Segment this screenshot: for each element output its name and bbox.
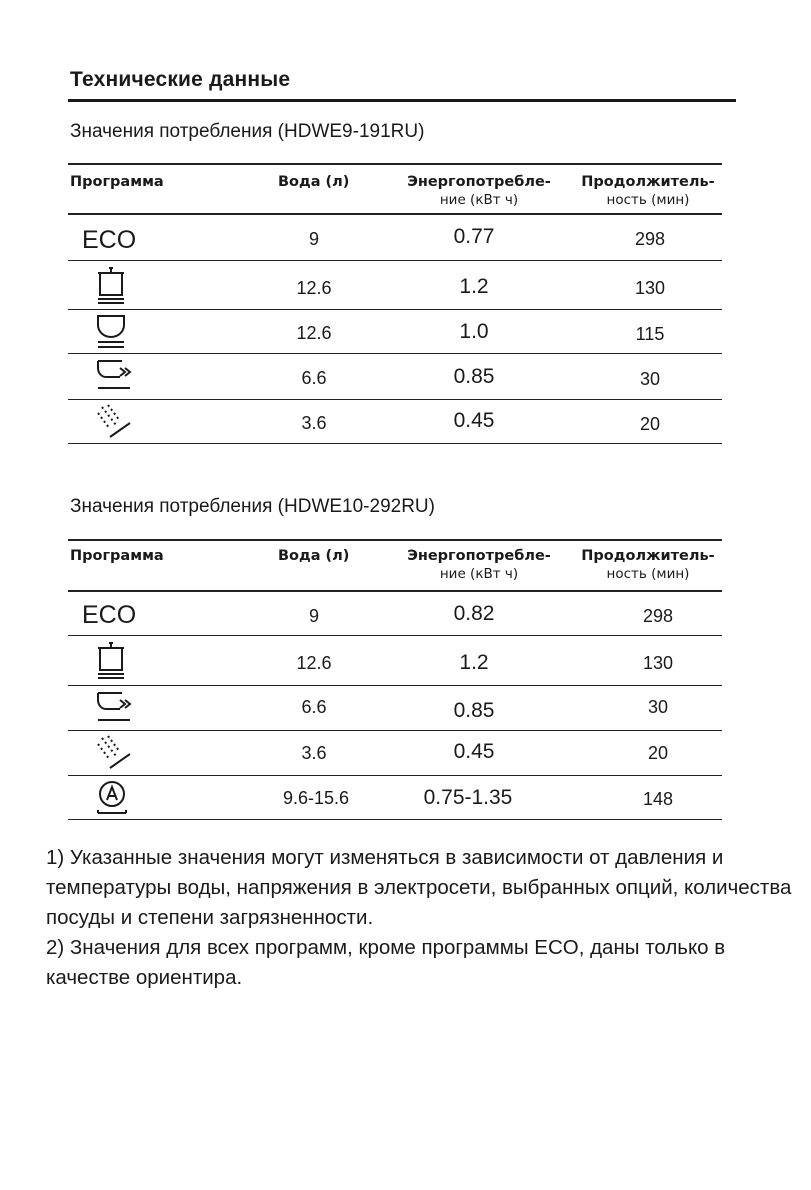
energy-value: 1.0	[459, 320, 489, 343]
water-value: 9.6-15.6	[282, 788, 350, 808]
energy-value: 0.75-1.35	[423, 786, 513, 809]
row-rule	[68, 635, 722, 636]
quick-wash-icon	[90, 688, 140, 728]
duration-value: 115	[635, 324, 665, 344]
header-program: Программа	[70, 548, 164, 564]
table-top-rule	[68, 163, 722, 165]
duration-value: 20	[647, 743, 669, 763]
consumption-table-2	[68, 539, 722, 821]
water-value: 12.6	[296, 653, 332, 673]
header-duration: Продолжитель- ность (мин)	[581, 548, 715, 582]
row-rule	[68, 775, 722, 776]
energy-value: 1.2	[459, 651, 489, 674]
water-value: 12.6	[296, 323, 332, 343]
footnote-1: 1) Указанные значения могут изменяться в зависимости от давления и температуры воды, напряжения в электросети, выбранных опций, количества посуды и степени загрязненности.	[46, 846, 792, 929]
energy-value: 0.77	[453, 225, 495, 248]
header-water: Вода (л)	[278, 174, 350, 190]
quick-wash-icon	[90, 356, 140, 396]
row-rule	[68, 685, 722, 686]
consumption-table-1	[68, 163, 722, 445]
header-water: Вода (л)	[278, 548, 350, 564]
bowl-icon	[90, 311, 140, 351]
energy-value: 0.82	[453, 602, 495, 625]
spray-icon	[90, 732, 140, 772]
table-bottom-rule	[68, 443, 722, 444]
header-program: Программа	[70, 174, 164, 190]
row-rule	[68, 730, 722, 731]
duration-value: 298	[642, 606, 674, 626]
water-value: 6.6	[301, 368, 327, 388]
duration-value: 130	[634, 278, 666, 298]
duration-value: 20	[639, 414, 661, 434]
pot-icon	[90, 265, 140, 305]
page-title: Технические данные	[70, 68, 291, 91]
energy-value: 0.85	[453, 699, 495, 722]
energy-value: 0.85	[453, 365, 495, 388]
water-value: 9	[308, 606, 320, 626]
title-rule	[68, 99, 736, 102]
header-energy: Энергопотребле- ние (кВт ч)	[407, 174, 551, 208]
row-rule	[68, 260, 722, 261]
footnotes	[46, 843, 806, 993]
duration-value: 298	[634, 229, 666, 249]
energy-value: 0.45	[453, 740, 495, 763]
row-rule	[68, 399, 722, 400]
duration-value: 30	[647, 697, 669, 717]
water-value: 6.6	[301, 697, 327, 717]
duration-value: 130	[642, 653, 674, 673]
water-value: 9	[308, 229, 320, 249]
row-rule	[68, 309, 722, 310]
footnote-2: 2) Значения для всех программ, кроме программы ECO, даны только в качестве ориентира.	[46, 936, 726, 989]
program-eco-label: ECO	[82, 226, 137, 254]
section-title-1: Значения потребления (HDWE9-191RU)	[70, 121, 425, 142]
energy-value: 0.45	[453, 409, 495, 432]
program-eco-label: ECO	[82, 601, 137, 629]
table-top-rule	[68, 539, 722, 541]
water-value: 3.6	[301, 413, 327, 433]
water-value: 12.6	[296, 278, 332, 298]
header-rule	[68, 590, 722, 592]
water-value: 3.6	[301, 743, 327, 763]
header-rule	[68, 213, 722, 215]
spray-icon	[90, 401, 140, 441]
pot-icon	[90, 640, 140, 680]
energy-value: 1.2	[459, 275, 489, 298]
row-rule	[68, 353, 722, 354]
table-bottom-rule	[68, 819, 722, 820]
duration-value: 148	[642, 789, 674, 809]
section-title-2: Значения потребления (HDWE10-292RU)	[70, 496, 435, 517]
header-energy: Энергопотребле- ние (кВт ч)	[407, 548, 551, 582]
header-duration: Продолжитель- ность (мин)	[581, 174, 715, 208]
duration-value: 30	[639, 369, 661, 389]
auto-icon	[90, 777, 140, 817]
